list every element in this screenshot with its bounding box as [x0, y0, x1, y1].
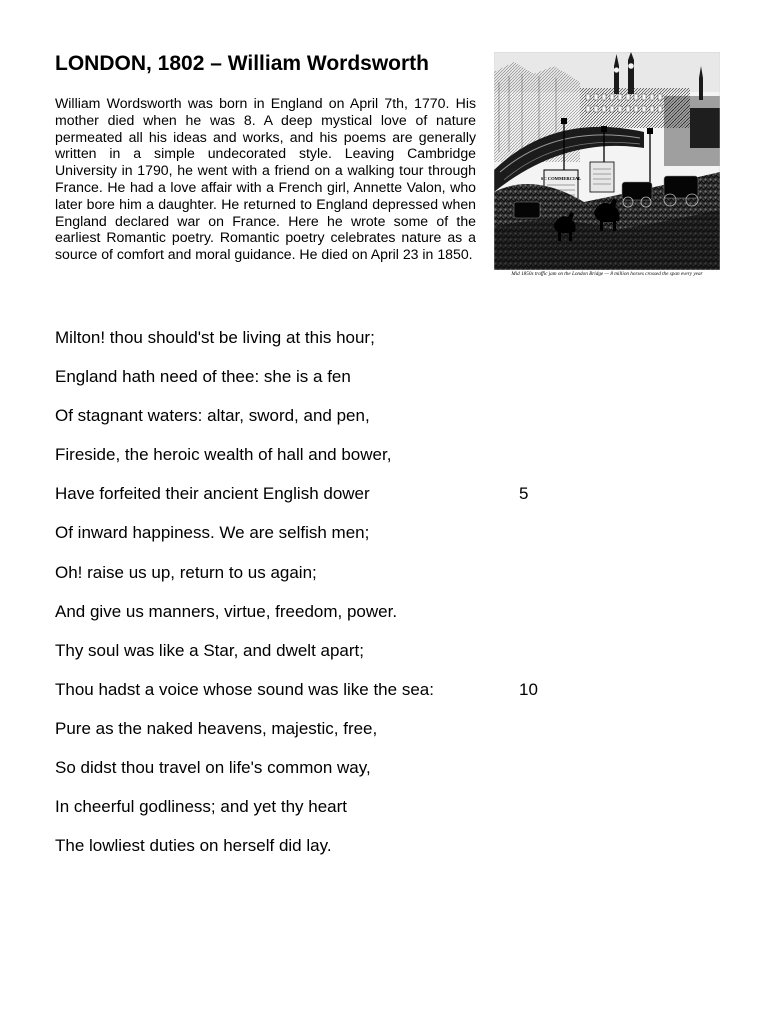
poem-line [55, 444, 575, 483]
engraving-london-bridge-image [494, 52, 720, 270]
poem-line [55, 405, 575, 444]
poem-line [55, 327, 575, 366]
poem-line-text: Of stagnant waters: altar, sword, and pen, [55, 406, 370, 426]
poem-line-text: Thy soul was like a Star, and dwelt apart; [55, 640, 364, 660]
sign-text: SC COMMERCIAL [540, 176, 582, 181]
engraving-figure [494, 52, 720, 280]
line-number: 5 [519, 484, 529, 504]
poem-line-text: So didst thou travel on life's common way, [55, 758, 371, 778]
poem-line [55, 718, 575, 757]
poem-line-text: The lowliest duties on herself did lay. [55, 836, 332, 856]
poem-line-text: Of inward happiness. We are selfish men; [55, 523, 370, 543]
poem-line [55, 640, 575, 679]
image-caption: Mid 1850s traffic jam on the London Bridge — 8 million horses crossed the span every year [511, 271, 703, 277]
poem-line-text: Fireside, the heroic wealth of hall and bower, [55, 445, 392, 465]
poem-line-text: Oh! raise us up, return to us again; [55, 562, 317, 582]
biography-paragraph: William Wordsworth was born in England on April 7th, 1770. His mother died when he was 8. A deep mystical love of nature permeated all his ideas and works, and his poems are generally written in a simple undecorated style. Leaving Cambridge University in 1790, he went with a friend on a walking tour through France. He had a love affair with a French girl, Annette Valon, who later bore him a daughter. He returned to England depressed when England declared war on France. Here he wrote some of the earliest Romantic poetry. Romantic poetry celebrates nature as a source of comfort and moral guidance. He died on April 23 in 1850. [55, 95, 476, 263]
poem-line [55, 679, 575, 718]
poem-line-text: England hath need of thee: she is a fen [55, 367, 351, 387]
poem-line-text: And give us manners, virtue, freedom, power. [55, 601, 398, 621]
poem-line [55, 483, 575, 522]
line-number: 10 [519, 679, 538, 699]
page-title: LONDON, 1802 – William Wordsworth [55, 52, 429, 75]
poem-line [55, 562, 575, 601]
poem-line [55, 522, 575, 561]
poem-line-text: Milton! thou should'st be living at this hour; [55, 328, 375, 347]
poem-line [55, 796, 575, 835]
poem-body [55, 327, 575, 874]
poem-line-text: In cheerful godliness; and yet thy heart [55, 797, 348, 817]
poem-line-text: Pure as the naked heavens, majestic, free, [55, 718, 378, 738]
poem-line [55, 601, 575, 640]
poem-line [55, 366, 575, 405]
poem-line [55, 835, 575, 874]
poem-line [55, 757, 575, 796]
poem-line-text: Thou hadst a voice whose sound was like the sea: [55, 679, 434, 699]
poem-line-text: Have forfeited their ancient English dower [55, 484, 370, 504]
